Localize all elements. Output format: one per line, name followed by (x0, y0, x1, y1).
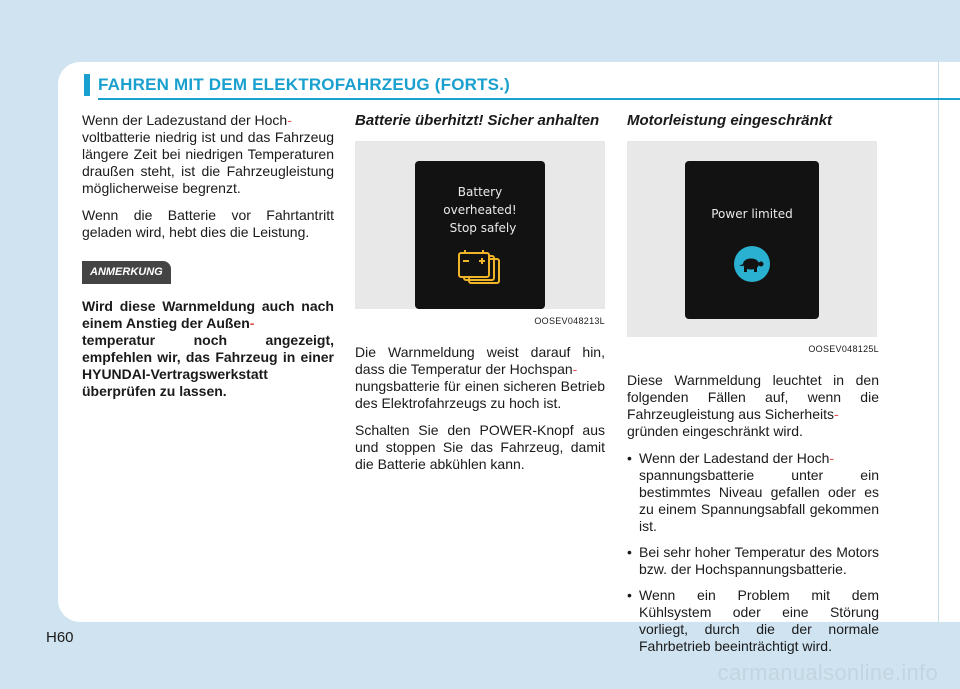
turtle-icon (733, 245, 771, 283)
cluster-display (415, 161, 545, 309)
battery-overheat-figure (355, 141, 605, 309)
overheat-paragraph: Die Warnmeldung weist darauf hin, dass die Temperatur der Hochspan- nungsbatterie für einen sicheren Betrieb des Elektrofahrzeugs zu hoch ist. (355, 344, 605, 411)
figure-code: OOSEV048213L (534, 316, 605, 326)
section-title: FAHREN MIT DEM ELEKTROFAHRZEUG (FORTS.) (98, 75, 511, 94)
note-text: Wird diese Warnmeldung auch nach einem Anstieg der Außen- temperatur noch angezeigt, empfehlen wir, das Fahrzeug in einer HYUNDAI-Vertragswerkstatt überprüfen zu lassen. (82, 298, 334, 399)
note-badge: ANMERKUNG (82, 261, 171, 284)
margin-line (938, 62, 939, 622)
screen-line-3: Stop safely (449, 221, 517, 235)
watermark: carmanualsonline.info (717, 660, 938, 685)
power-limited-figure (627, 141, 877, 337)
screen-line-2: overheated! (443, 203, 517, 217)
list-item: • Wenn ein Problem mit dem Kühlsystem oder eine Störung vorliegt, durch die der normale Fahrbetrieb beeinträchtigt wird. (627, 587, 879, 655)
list-item: • Wenn der Ladestand der Hoch- spannungsbatterie unter ein bestimmtes Niveau gefallen oder es zu einem Spannungsabfall gekommen ist. (627, 450, 879, 535)
battery-overheat-heading: Batterie überhitzt! Sicher anhalten (355, 112, 600, 129)
list-item: • Bei sehr hoher Temperatur des Motors bzw. der Hochspannungsbatterie. (627, 544, 879, 578)
cause-list (627, 450, 879, 655)
battery-overheat-icon (457, 249, 503, 287)
page-number: H60 (46, 629, 74, 646)
power-limited-intro: Diese Warnmeldung leuchtet in den folgenden Fällen auf, wenn die Fahrzeugleistung aus Sicherheits- gründen eingeschränkt wird. (627, 372, 879, 439)
cluster-display (685, 161, 819, 319)
header-accent-bar (84, 74, 90, 96)
screen-line-1: Power limited (711, 207, 793, 221)
header-underline (98, 98, 960, 100)
column-left (82, 112, 334, 400)
power-button-paragraph: Schalten Sie den POWER-Knopf aus und stoppen Sie das Fahrzeug, damit die Batterie abkühlen kann. (355, 422, 605, 472)
power-limited-heading: Motorleistung eingeschränkt (627, 112, 833, 129)
column-right (627, 112, 879, 664)
intro-paragraph: Wenn der Ladezustand der Hoch- voltbatterie niedrig ist und das Fahrzeug längere Zeit bei niedrigen Temperaturen draußen steht, ist die Fahrzeugleistung möglicherweise begrenzt. (82, 112, 334, 196)
charge-paragraph: Wenn die Batterie vor Fahrtantritt geladen wird, hebt dies die Leistung. (82, 207, 334, 240)
figure-code: OOSEV048125L (808, 344, 879, 354)
screen-line-1: Battery (457, 185, 503, 199)
column-middle (355, 112, 605, 483)
